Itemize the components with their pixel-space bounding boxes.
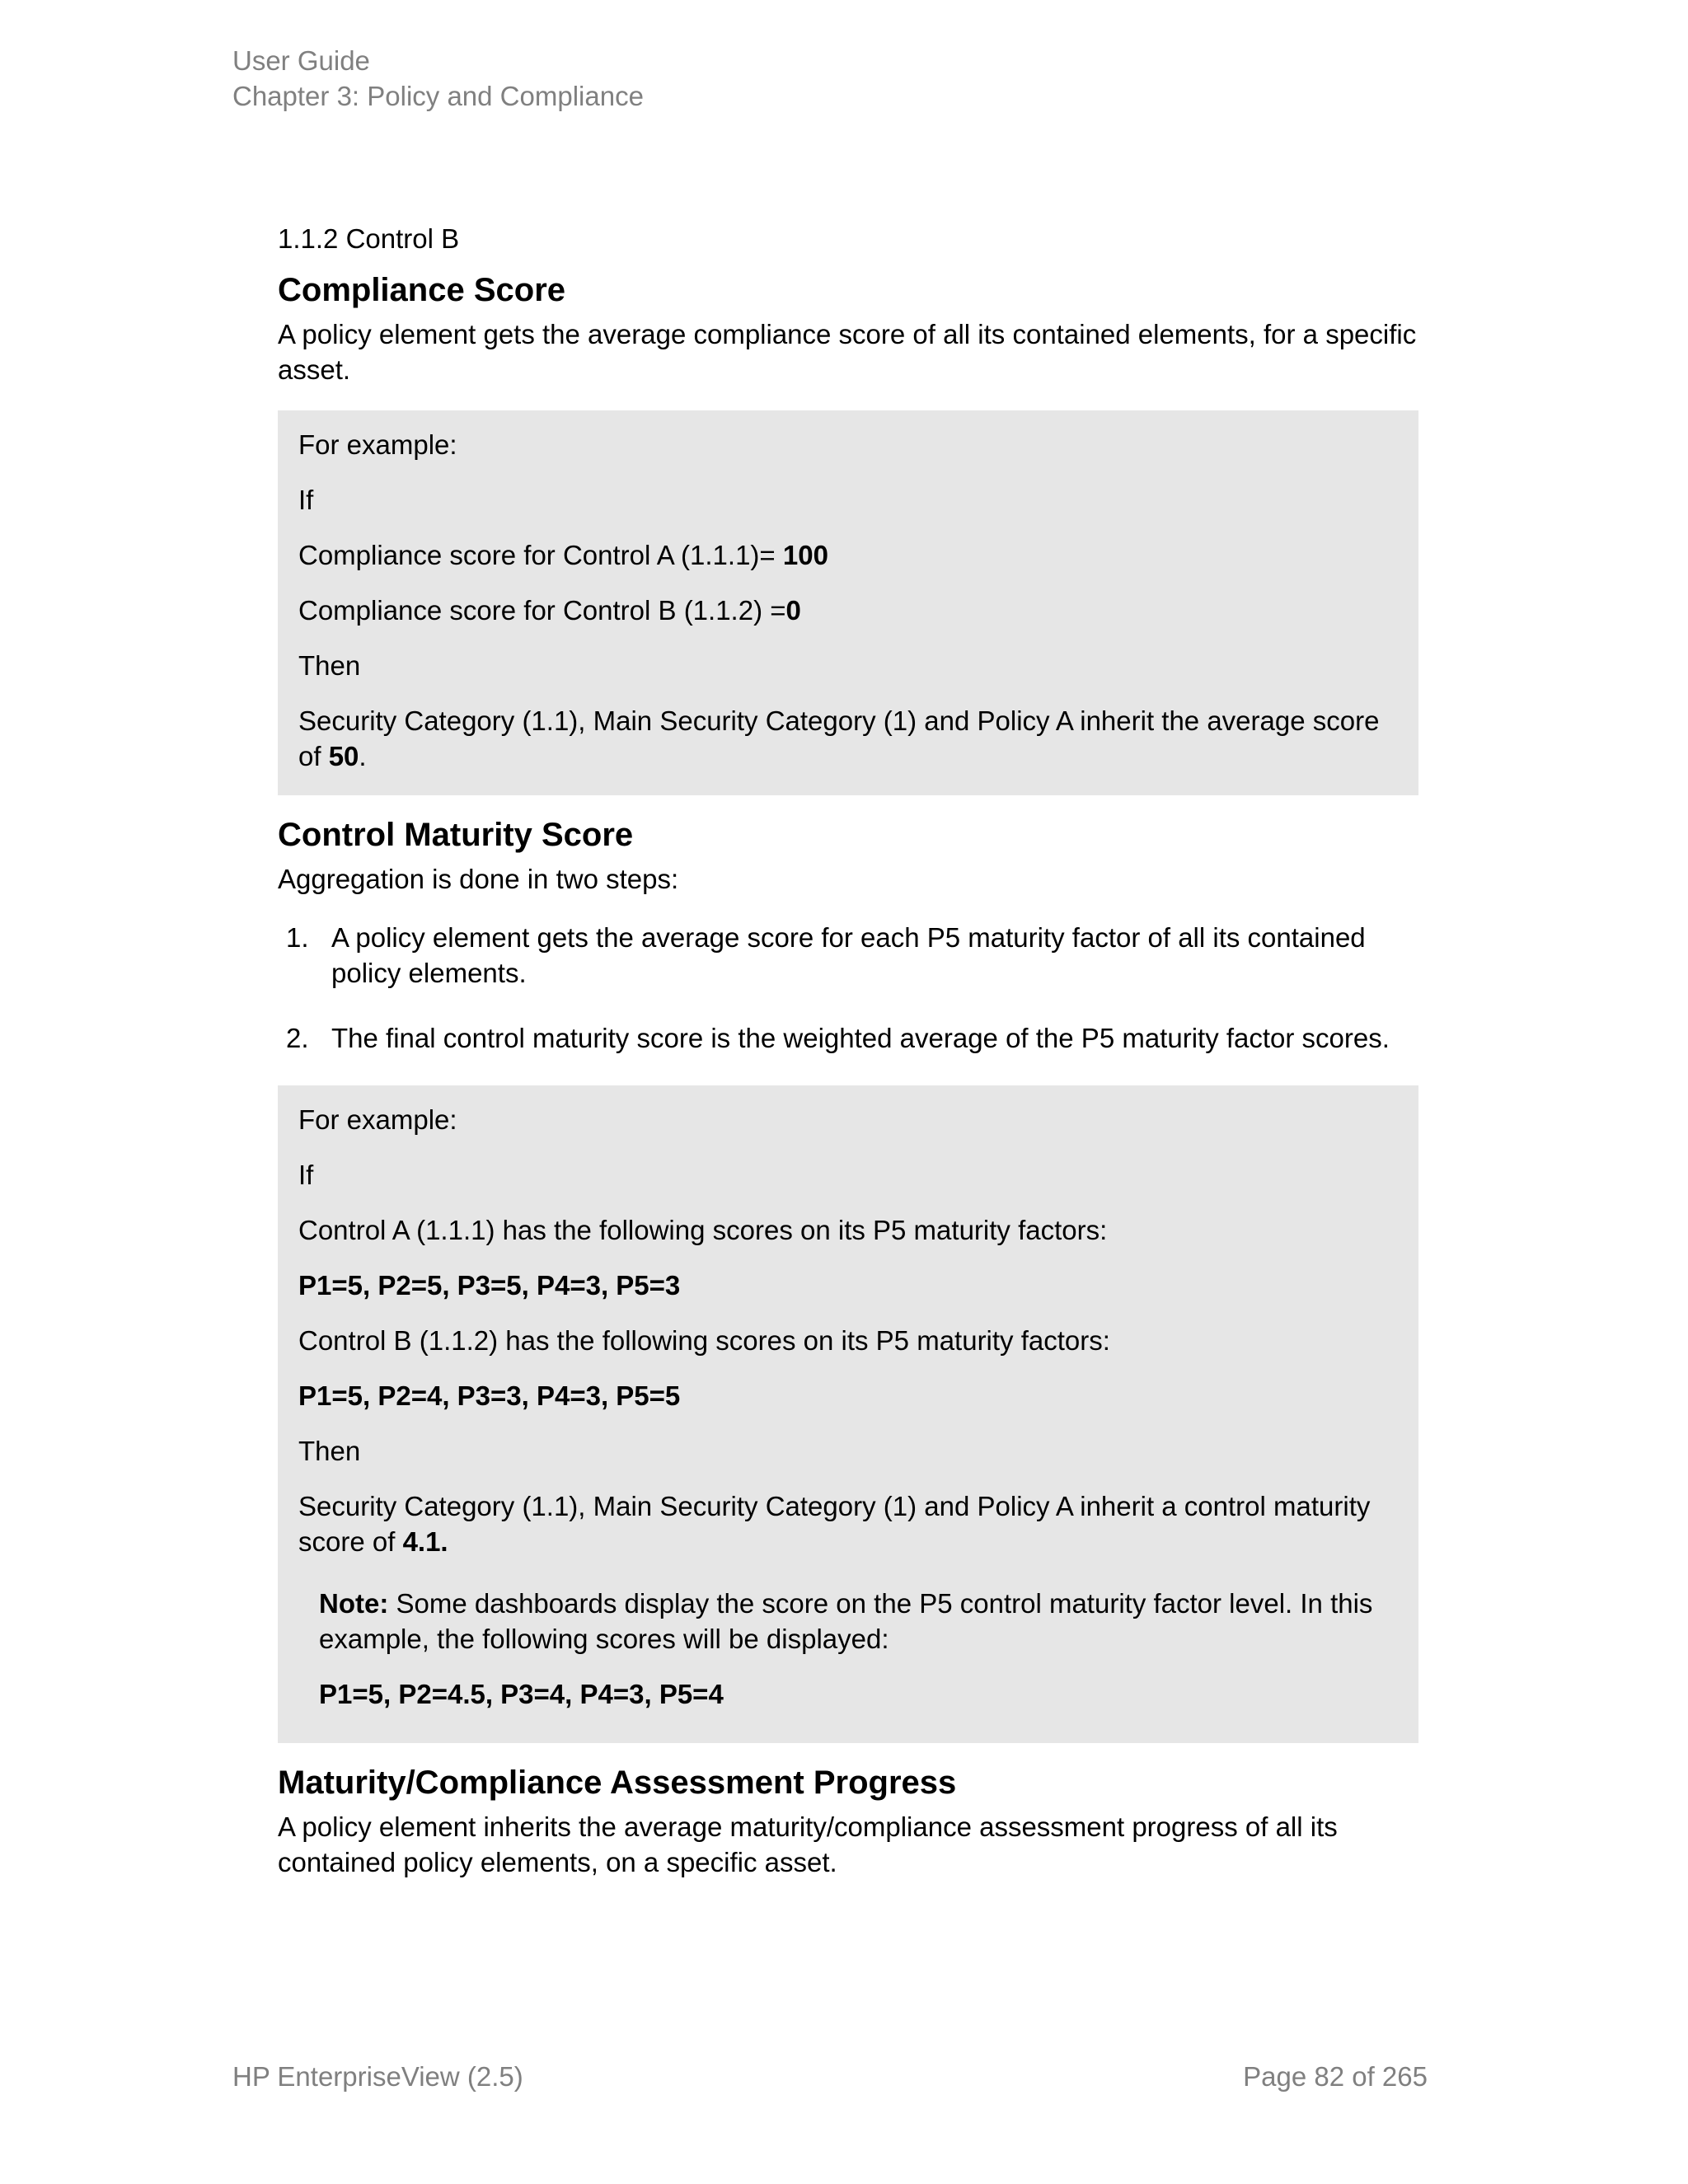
note-scores-value: P1=5, P2=4.5, P3=4, P4=3, P5=4 <box>319 1679 724 1709</box>
header-chapter-title: Chapter 3: Policy and Compliance <box>232 81 644 111</box>
example-control-a: Control A (1.1.1) has the following scores on its P5 maturity factors: <box>298 1215 1108 1245</box>
control-b-value: 0 <box>785 595 801 626</box>
control-a-text: Compliance score for Control A (1.1.1)= <box>298 540 783 570</box>
note-scores <box>319 1676 1397 1712</box>
note-label: Note: <box>319 1588 389 1619</box>
example-control-a-scores <box>298 1268 1397 1303</box>
step-number: 1. <box>286 922 309 953</box>
example-control-b: Control B (1.1.2) has the following scores on its P5 maturity factors: <box>298 1325 1110 1356</box>
step-text: A policy element gets the average score for each P5 maturity factor of all its contained policy elements. <box>331 922 1366 988</box>
assessment-progress-section <box>278 1761 1436 1880</box>
control-maturity-section <box>278 813 1436 1743</box>
maturity-example-box <box>278 1085 1418 1743</box>
list-item <box>278 1020 1436 1056</box>
compliance-example-box <box>278 410 1418 795</box>
example-intro: For example: <box>298 1104 457 1135</box>
compliance-score-section <box>278 269 1436 795</box>
section-reference: 1.1.2 Control B <box>278 223 460 254</box>
note-text <box>319 1586 1397 1657</box>
example-then: Then <box>298 1436 361 1466</box>
header-guide-title: User Guide <box>232 45 370 76</box>
example-control-b-scores <box>298 1378 1397 1413</box>
result-value: 4.1. <box>402 1526 448 1557</box>
step-text: The final control maturity score is the weighted average of the P5 maturity factor scores. <box>331 1023 1390 1053</box>
control-a-scores: P1=5, P2=5, P3=5, P4=3, P5=3 <box>298 1270 681 1301</box>
compliance-score-body: A policy element gets the average compliance score of all its contained elements, for a specific asset. <box>278 319 1417 385</box>
example-control-a <box>298 537 1397 573</box>
list-item <box>278 920 1436 991</box>
control-a-value: 100 <box>782 540 828 570</box>
page-content <box>278 219 1436 1880</box>
control-b-text: Compliance score for Control B (1.1.2) = <box>298 595 786 626</box>
example-result <box>298 1488 1397 1559</box>
result-value: 50 <box>328 741 359 771</box>
assessment-progress-heading: Maturity/Compliance Assessment Progress <box>278 1765 957 1801</box>
aggregation-steps-list <box>278 920 1436 1056</box>
step-number: 2. <box>286 1023 309 1053</box>
note-block <box>298 1566 1397 1712</box>
assessment-progress-body: A policy element inherits the average maturity/compliance assessment progress of all its contained policy elements, on a specific asset. <box>278 1811 1338 1877</box>
footer-page-number: Page 82 of 265 <box>1243 2061 1428 2092</box>
footer-product: HP EnterpriseView (2.5) <box>232 2061 523 2092</box>
control-b-scores: P1=5, P2=4, P3=3, P4=3, P5=5 <box>298 1380 681 1411</box>
running-header <box>232 43 644 114</box>
result-text: Security Category (1.1), Main Security Category (1) and Policy A inherit a control maturity score of <box>298 1491 1371 1557</box>
example-control-b <box>298 593 1397 628</box>
note-body: Some dashboards display the score on the P5 control maturity factor level. In this example, the following scores will be displayed: <box>319 1588 1373 1654</box>
control-maturity-intro: Aggregation is done in two steps: <box>278 864 679 894</box>
example-if: If <box>298 485 314 515</box>
result-end: . <box>359 741 367 771</box>
example-result <box>298 703 1397 774</box>
compliance-score-heading: Compliance Score <box>278 272 566 308</box>
control-maturity-heading: Control Maturity Score <box>278 817 634 853</box>
example-then: Then <box>298 650 361 681</box>
example-if: If <box>298 1160 314 1190</box>
example-intro: For example: <box>298 429 457 460</box>
result-text: Security Category (1.1), Main Security Category (1) and Policy A inherit the average score of <box>298 705 1380 771</box>
